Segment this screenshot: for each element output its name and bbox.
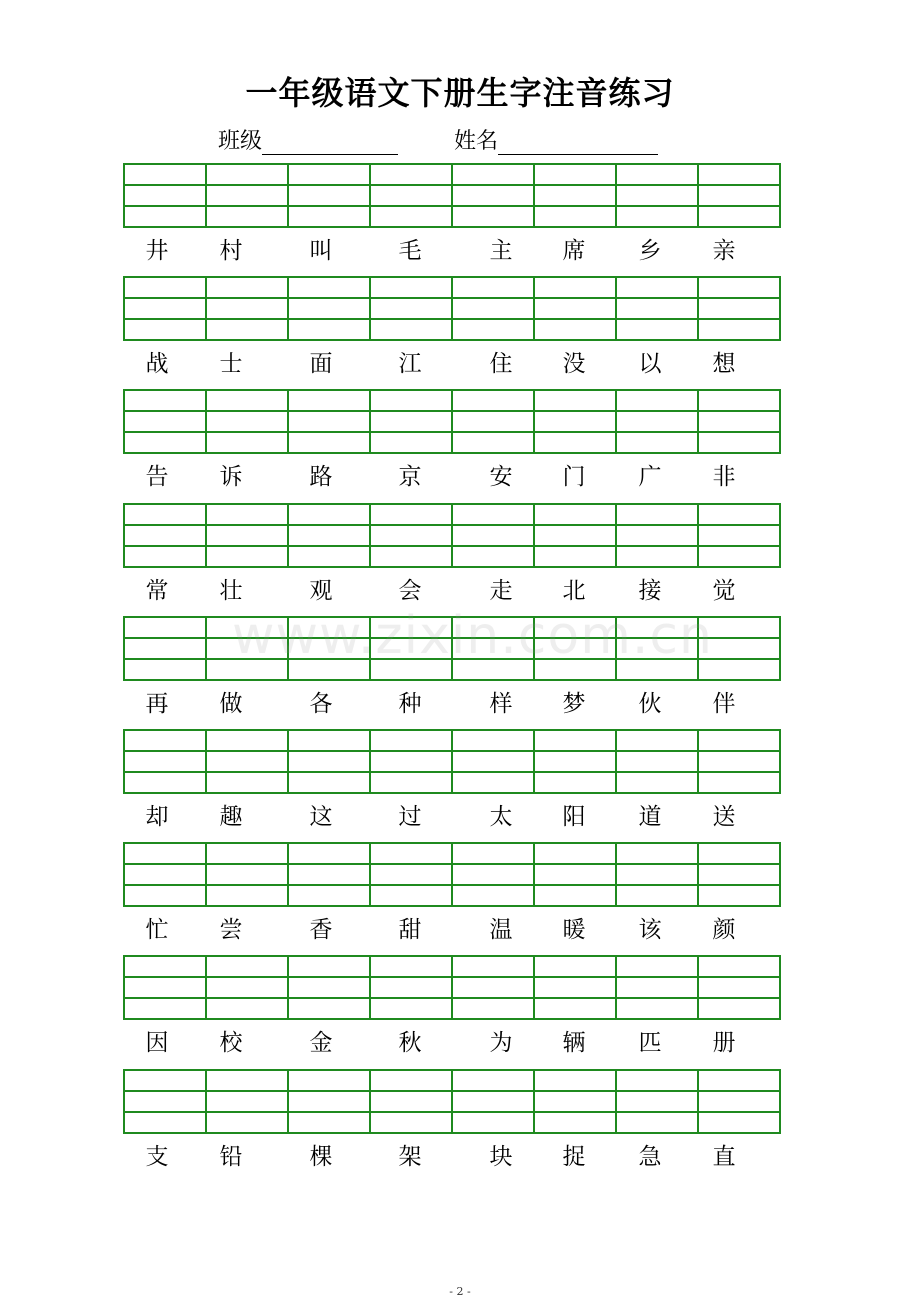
pinyin-cell[interactable] [206,319,288,340]
hanzi-character: 乡 [638,238,662,264]
pinyin-cell[interactable] [616,411,698,432]
pinyin-cell[interactable] [370,956,452,977]
pinyin-cell[interactable] [534,525,616,546]
pinyin-grid [123,1069,781,1134]
pinyin-cell[interactable] [206,751,288,772]
hanzi-character: 棵 [309,1144,333,1170]
pinyin-cell[interactable] [698,751,780,772]
character-row [0,914,920,946]
hanzi-character: 面 [309,351,333,377]
pinyin-cell[interactable] [288,185,370,206]
pinyin-cell[interactable] [698,546,780,567]
pinyin-cell[interactable] [616,298,698,319]
pinyin-cell[interactable] [288,504,370,525]
pinyin-cell[interactable] [370,206,452,227]
pinyin-cell[interactable] [288,432,370,453]
hanzi-character: 忙 [145,917,169,943]
pinyin-cell[interactable] [698,164,780,185]
pinyin-cell[interactable] [370,411,452,432]
pinyin-cell[interactable] [452,277,534,298]
pinyin-cell[interactable] [124,638,206,659]
character-row [0,575,920,607]
pinyin-cell[interactable] [206,1112,288,1133]
pinyin-cell[interactable] [452,730,534,751]
hanzi-character: 路 [309,464,333,490]
pinyin-cell[interactable] [370,164,452,185]
pinyin-cell[interactable] [288,298,370,319]
pinyin-grid [123,842,781,907]
pinyin-cell[interactable] [124,885,206,906]
pinyin-cell[interactable] [616,504,698,525]
pinyin-cell[interactable] [452,432,534,453]
pinyin-cell[interactable] [534,432,616,453]
pinyin-cell[interactable] [206,864,288,885]
pinyin-cell[interactable] [616,319,698,340]
pinyin-cell[interactable] [124,411,206,432]
hanzi-character: 住 [489,351,513,377]
pinyin-cell[interactable] [698,772,780,793]
pinyin-cell[interactable] [288,751,370,772]
pinyin-cell[interactable] [452,1112,534,1133]
hanzi-character: 趣 [219,804,243,830]
pinyin-cell[interactable] [124,1091,206,1112]
pinyin-cell[interactable] [288,885,370,906]
hanzi-character: 安 [489,464,513,490]
pinyin-grid [123,163,781,228]
hanzi-character: 金 [309,1030,333,1056]
pinyin-cell[interactable] [124,1070,206,1091]
hanzi-character: 士 [219,351,243,377]
pinyin-cell[interactable] [370,1070,452,1091]
hanzi-character: 觉 [712,578,736,604]
pinyin-cell[interactable] [124,864,206,885]
pinyin-cell[interactable] [124,546,206,567]
pinyin-cell[interactable] [370,277,452,298]
hanzi-character: 京 [398,464,422,490]
hanzi-character: 过 [398,804,422,830]
pinyin-cell[interactable] [698,411,780,432]
name-blank[interactable] [498,130,658,155]
pinyin-cell[interactable] [698,319,780,340]
pinyin-cell[interactable] [370,298,452,319]
pinyin-cell[interactable] [452,751,534,772]
pinyin-cell[interactable] [534,390,616,411]
pinyin-cell[interactable] [206,843,288,864]
character-row [0,1141,920,1173]
page-number: - 2 - [449,1285,471,1298]
pinyin-cell[interactable] [370,525,452,546]
hanzi-character: 亲 [712,238,736,264]
hanzi-character: 为 [489,1030,513,1056]
pinyin-cell[interactable] [124,956,206,977]
page-title: 一年级语文下册生字注音练习 [245,74,675,112]
hanzi-character: 颜 [712,917,736,943]
pinyin-cell[interactable] [534,1070,616,1091]
hanzi-character: 甜 [398,917,422,943]
hanzi-character: 井 [145,238,169,264]
pinyin-cell[interactable] [124,1112,206,1133]
hanzi-character: 直 [712,1144,736,1170]
pinyin-cell[interactable] [616,885,698,906]
pinyin-cell[interactable] [534,277,616,298]
pinyin-cell[interactable] [124,617,206,638]
pinyin-cell[interactable] [124,843,206,864]
pinyin-cell[interactable] [452,319,534,340]
pinyin-cell[interactable] [534,1112,616,1133]
class-field [218,124,398,155]
pinyin-cell[interactable] [452,956,534,977]
hanzi-character: 校 [219,1030,243,1056]
pinyin-cell[interactable] [124,772,206,793]
hanzi-character: 村 [219,238,243,264]
pinyin-cell[interactable] [534,956,616,977]
pinyin-cell[interactable] [698,206,780,227]
hanzi-character: 阳 [562,804,586,830]
pinyin-cell[interactable] [370,319,452,340]
pinyin-cell[interactable] [534,864,616,885]
pinyin-cell[interactable] [124,298,206,319]
pinyin-cell[interactable] [452,504,534,525]
hanzi-character: 以 [638,351,662,377]
pinyin-cell[interactable] [452,411,534,432]
pinyin-cell[interactable] [534,730,616,751]
pinyin-cell[interactable] [534,411,616,432]
pinyin-cell[interactable] [206,977,288,998]
hanzi-character: 告 [145,464,169,490]
pinyin-cell[interactable] [698,977,780,998]
pinyin-cell[interactable] [452,864,534,885]
pinyin-cell[interactable] [370,730,452,751]
pinyin-cell[interactable] [288,843,370,864]
pinyin-cell[interactable] [452,164,534,185]
hanzi-character: 接 [638,578,662,604]
pinyin-cell[interactable] [124,390,206,411]
hanzi-character: 做 [219,691,243,717]
pinyin-cell[interactable] [452,1091,534,1112]
pinyin-cell[interactable] [370,772,452,793]
hanzi-character: 该 [638,917,662,943]
pinyin-cell[interactable] [206,432,288,453]
pinyin-cell[interactable] [206,1091,288,1112]
pinyin-cell[interactable] [206,885,288,906]
pinyin-cell[interactable] [452,1070,534,1091]
pinyin-cell[interactable] [452,206,534,227]
pinyin-cell[interactable] [452,525,534,546]
pinyin-cell[interactable] [534,206,616,227]
pinyin-cell[interactable] [698,843,780,864]
pinyin-cell[interactable] [370,977,452,998]
pinyin-cell[interactable] [206,546,288,567]
hanzi-character: 战 [145,351,169,377]
pinyin-cell[interactable] [370,864,452,885]
hanzi-character: 铅 [219,1144,243,1170]
hanzi-character: 壮 [219,578,243,604]
pinyin-cell[interactable] [288,956,370,977]
pinyin-cell[interactable] [616,432,698,453]
pinyin-cell[interactable] [288,864,370,885]
hanzi-character: 秋 [398,1030,422,1056]
pinyin-cell[interactable] [698,730,780,751]
pinyin-grid [123,503,781,568]
pinyin-grid [123,276,781,341]
pinyin-cell[interactable] [206,185,288,206]
pinyin-cell[interactable] [534,977,616,998]
pinyin-cell[interactable] [452,977,534,998]
hanzi-character: 册 [712,1030,736,1056]
pinyin-cell[interactable] [206,411,288,432]
pinyin-cell[interactable] [124,185,206,206]
pinyin-cell[interactable] [288,1112,370,1133]
hanzi-character: 种 [398,691,422,717]
pinyin-cell[interactable] [452,390,534,411]
pinyin-cell[interactable] [124,730,206,751]
pinyin-cell[interactable] [288,546,370,567]
pinyin-cell[interactable] [370,185,452,206]
pinyin-cell[interactable] [534,185,616,206]
pinyin-cell[interactable] [534,504,616,525]
pinyin-cell[interactable] [698,1070,780,1091]
hanzi-character: 叫 [309,238,333,264]
pinyin-cell[interactable] [534,546,616,567]
pinyin-cell[interactable] [616,956,698,977]
character-row [0,801,920,833]
pinyin-cell[interactable] [370,432,452,453]
pinyin-cell[interactable] [370,390,452,411]
pinyin-cell[interactable] [452,885,534,906]
pinyin-cell[interactable] [616,843,698,864]
pinyin-cell[interactable] [288,998,370,1019]
pinyin-cell[interactable] [124,206,206,227]
character-row [0,1027,920,1059]
pinyin-cell[interactable] [534,751,616,772]
pinyin-cell[interactable] [534,164,616,185]
hanzi-character: 辆 [562,1030,586,1056]
pinyin-cell[interactable] [370,504,452,525]
pinyin-cell[interactable] [370,751,452,772]
character-row [0,461,920,493]
pinyin-cell[interactable] [616,730,698,751]
hanzi-character: 块 [489,1144,513,1170]
pinyin-cell[interactable] [206,1070,288,1091]
hanzi-character: 香 [309,917,333,943]
pinyin-cell[interactable] [698,432,780,453]
pinyin-cell[interactable] [616,1091,698,1112]
hanzi-character: 匹 [638,1030,662,1056]
class-blank[interactable] [262,130,398,155]
pinyin-cell[interactable] [206,525,288,546]
pinyin-cell[interactable] [206,298,288,319]
pinyin-cell[interactable] [206,277,288,298]
pinyin-cell[interactable] [124,977,206,998]
pinyin-cell[interactable] [288,730,370,751]
character-row [0,235,920,267]
pinyin-cell[interactable] [206,504,288,525]
hanzi-character: 因 [145,1030,169,1056]
hanzi-character: 样 [489,691,513,717]
pinyin-cell[interactable] [616,546,698,567]
pinyin-cell[interactable] [206,772,288,793]
pinyin-cell[interactable] [288,390,370,411]
pinyin-cell[interactable] [370,1112,452,1133]
class-label: 班级 [218,129,263,154]
pinyin-cell[interactable] [124,319,206,340]
pinyin-cell[interactable] [616,977,698,998]
pinyin-cell[interactable] [698,277,780,298]
pinyin-cell[interactable] [698,185,780,206]
pinyin-cell[interactable] [698,390,780,411]
character-row [0,348,920,380]
pinyin-cell[interactable] [370,885,452,906]
pinyin-cell[interactable] [698,998,780,1019]
hanzi-character: 主 [489,238,513,264]
pinyin-cell[interactable] [616,772,698,793]
pinyin-cell[interactable] [206,206,288,227]
pinyin-cell[interactable] [452,298,534,319]
hanzi-character: 急 [638,1144,662,1170]
hanzi-character: 北 [562,578,586,604]
hanzi-character: 温 [489,917,513,943]
pinyin-cell[interactable] [616,277,698,298]
pinyin-cell[interactable] [452,772,534,793]
hanzi-character: 尝 [219,917,243,943]
pinyin-cell[interactable] [288,206,370,227]
hanzi-character: 伴 [712,691,736,717]
hanzi-character: 再 [145,691,169,717]
hanzi-character: 没 [562,351,586,377]
pinyin-cell[interactable] [616,1112,698,1133]
hanzi-character: 观 [309,578,333,604]
hanzi-character: 梦 [562,691,586,717]
pinyin-cell[interactable] [534,1091,616,1112]
pinyin-cell[interactable] [124,164,206,185]
pinyin-cell[interactable] [698,885,780,906]
pinyin-cell[interactable] [698,298,780,319]
name-field [454,124,658,155]
pinyin-cell[interactable] [288,1070,370,1091]
hanzi-character: 却 [145,804,169,830]
pinyin-cell[interactable] [616,998,698,1019]
hanzi-character: 各 [309,691,333,717]
hanzi-character: 这 [309,804,333,830]
pinyin-cell[interactable] [124,659,206,680]
hanzi-character: 走 [489,578,513,604]
pinyin-cell[interactable] [288,977,370,998]
hanzi-character: 非 [712,464,736,490]
pinyin-cell[interactable] [698,956,780,977]
hanzi-character: 道 [638,804,662,830]
pinyin-cell[interactable] [370,1091,452,1112]
pinyin-cell[interactable] [616,751,698,772]
hanzi-character: 广 [638,464,662,490]
pinyin-cell[interactable] [206,390,288,411]
pinyin-cell[interactable] [452,185,534,206]
pinyin-grid [123,729,781,794]
pinyin-grid [123,389,781,454]
pinyin-cell[interactable] [698,1112,780,1133]
pinyin-cell[interactable] [124,432,206,453]
pinyin-cell[interactable] [616,1070,698,1091]
pinyin-cell[interactable] [698,504,780,525]
hanzi-character: 暖 [562,917,586,943]
pinyin-cell[interactable] [124,277,206,298]
hanzi-character: 架 [398,1144,422,1170]
hanzi-character: 诉 [219,464,243,490]
pinyin-cell[interactable] [452,546,534,567]
hanzi-character: 常 [145,578,169,604]
pinyin-cell[interactable] [616,164,698,185]
hanzi-character: 想 [712,351,736,377]
pinyin-cell[interactable] [288,277,370,298]
pinyin-cell[interactable] [534,843,616,864]
hanzi-character: 太 [489,804,513,830]
pinyin-cell[interactable] [206,164,288,185]
pinyin-cell[interactable] [452,843,534,864]
pinyin-cell[interactable] [370,998,452,1019]
hanzi-character: 会 [398,578,422,604]
pinyin-cell[interactable] [616,390,698,411]
hanzi-character: 伙 [638,691,662,717]
hanzi-character: 送 [712,804,736,830]
pinyin-cell[interactable] [288,411,370,432]
pinyin-cell[interactable] [616,864,698,885]
pinyin-cell[interactable] [534,319,616,340]
pinyin-cell[interactable] [698,1091,780,1112]
pinyin-cell[interactable] [616,206,698,227]
hanzi-character: 席 [562,238,586,264]
hanzi-character: 支 [145,1144,169,1170]
name-label: 姓名 [454,129,499,154]
pinyin-grid [123,955,781,1020]
pinyin-cell[interactable] [124,998,206,1019]
pinyin-cell[interactable] [698,864,780,885]
pinyin-cell[interactable] [288,1091,370,1112]
pinyin-cell[interactable] [288,525,370,546]
pinyin-cell[interactable] [206,730,288,751]
pinyin-cell[interactable] [206,956,288,977]
pinyin-cell[interactable] [124,525,206,546]
pinyin-cell[interactable] [370,843,452,864]
pinyin-cell[interactable] [206,998,288,1019]
pinyin-cell[interactable] [452,998,534,1019]
watermark: www.zixin.com.cn [232,606,713,666]
hanzi-character: 捉 [562,1144,586,1170]
pinyin-cell[interactable] [124,504,206,525]
pinyin-cell[interactable] [124,751,206,772]
pinyin-cell[interactable] [616,185,698,206]
pinyin-cell[interactable] [370,546,452,567]
hanzi-character: 毛 [398,238,422,264]
pinyin-cell[interactable] [616,525,698,546]
hanzi-character: 门 [562,464,586,490]
pinyin-cell[interactable] [534,885,616,906]
pinyin-cell[interactable] [534,298,616,319]
pinyin-cell[interactable] [534,772,616,793]
pinyin-cell[interactable] [698,525,780,546]
pinyin-cell[interactable] [288,772,370,793]
pinyin-cell[interactable] [288,319,370,340]
hanzi-character: 江 [398,351,422,377]
character-row [0,688,920,720]
pinyin-cell[interactable] [288,164,370,185]
pinyin-cell[interactable] [534,998,616,1019]
